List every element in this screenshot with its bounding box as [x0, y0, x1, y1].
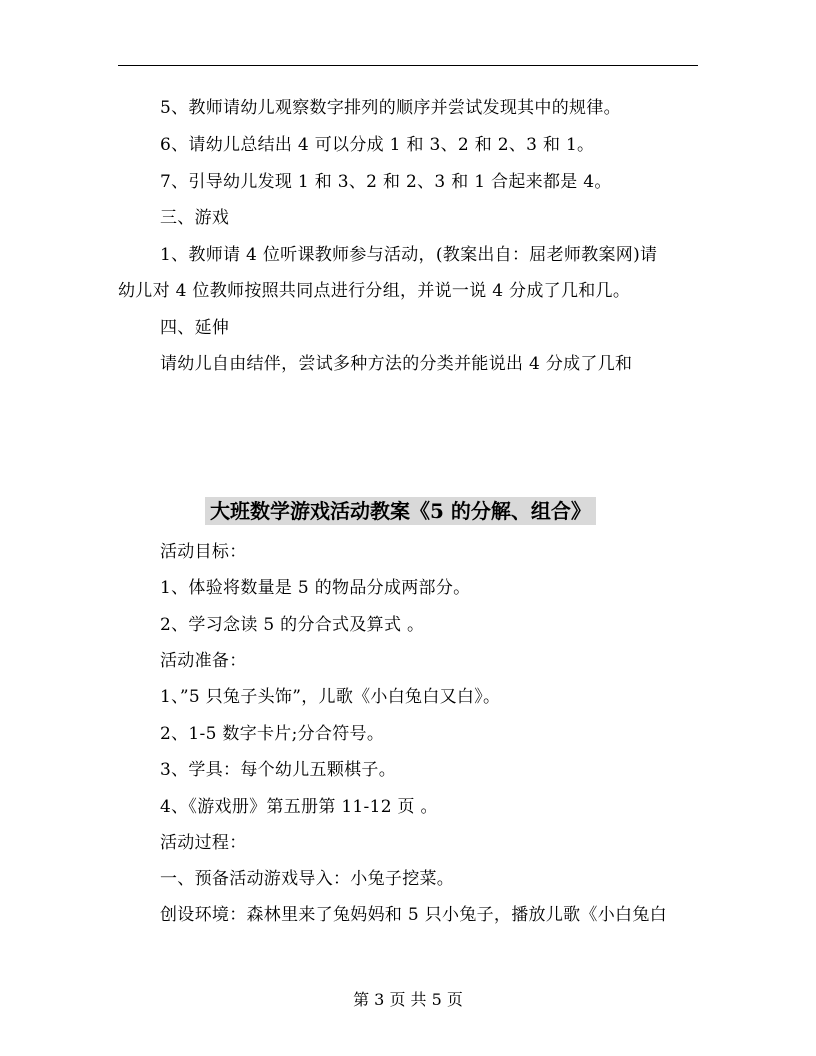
- paragraph-line: 1、教师请 4 位听课教师参与活动，(教案出自：屈老师教案网)请: [160, 245, 658, 265]
- paragraph-line: 创设环境：森林里来了兔妈妈和 5 只小兔子，播放儿歌《小白兔白: [160, 905, 667, 925]
- paragraph-line: 3、学具：每个幼儿五颗棋子。: [160, 760, 397, 780]
- paragraph-line: 2、1-5 数字卡片;分合符号。: [160, 724, 385, 744]
- paragraph-line: 7、引导幼儿发现 1 和 3、2 和 2、3 和 1 合起来都是 4。: [160, 172, 612, 192]
- section-heading: 活动准备：: [160, 651, 247, 671]
- paragraph-line: 2、学习念读 5 的分合式及算式 。: [160, 615, 425, 635]
- paragraph-line: 4、《游戏册》第五册第 11-12 页 。: [160, 797, 438, 817]
- paragraph-line: 请幼儿自由结伴，尝试多种方法的分类并能说出 4 分成了几和: [160, 354, 633, 374]
- paragraph-line: 幼儿对 4 位教师按照共同点进行分组，并说一说 4 分成了几和几。: [118, 281, 631, 301]
- paragraph-line: 1、”5 只兔子头饰”，儿歌《小白兔白又白》。: [160, 687, 501, 707]
- section-heading: 活动目标：: [160, 542, 247, 562]
- paragraph-line: 6、请幼儿总结出 4 可以分成 1 和 3、2 和 2、3 和 1。: [160, 135, 595, 155]
- paragraph-line: 5、教师请幼儿观察数字排列的顺序并尝试发现其中的规律。: [160, 98, 621, 118]
- page-number: 第 3 页 共 5 页: [353, 990, 463, 1009]
- document-title: 大班数学游戏活动教案《5 的分解、组合》: [205, 497, 596, 525]
- paragraph-line: 一、预备活动游戏导入：小兔子挖菜。: [160, 869, 455, 889]
- section-heading: 活动过程：: [160, 833, 247, 853]
- header-rule: [118, 65, 698, 66]
- section-heading: 三、游戏: [160, 208, 230, 228]
- section-heading: 四、延伸: [160, 318, 230, 338]
- paragraph-line: 1、体验将数量是 5 的物品分成两部分。: [160, 578, 471, 598]
